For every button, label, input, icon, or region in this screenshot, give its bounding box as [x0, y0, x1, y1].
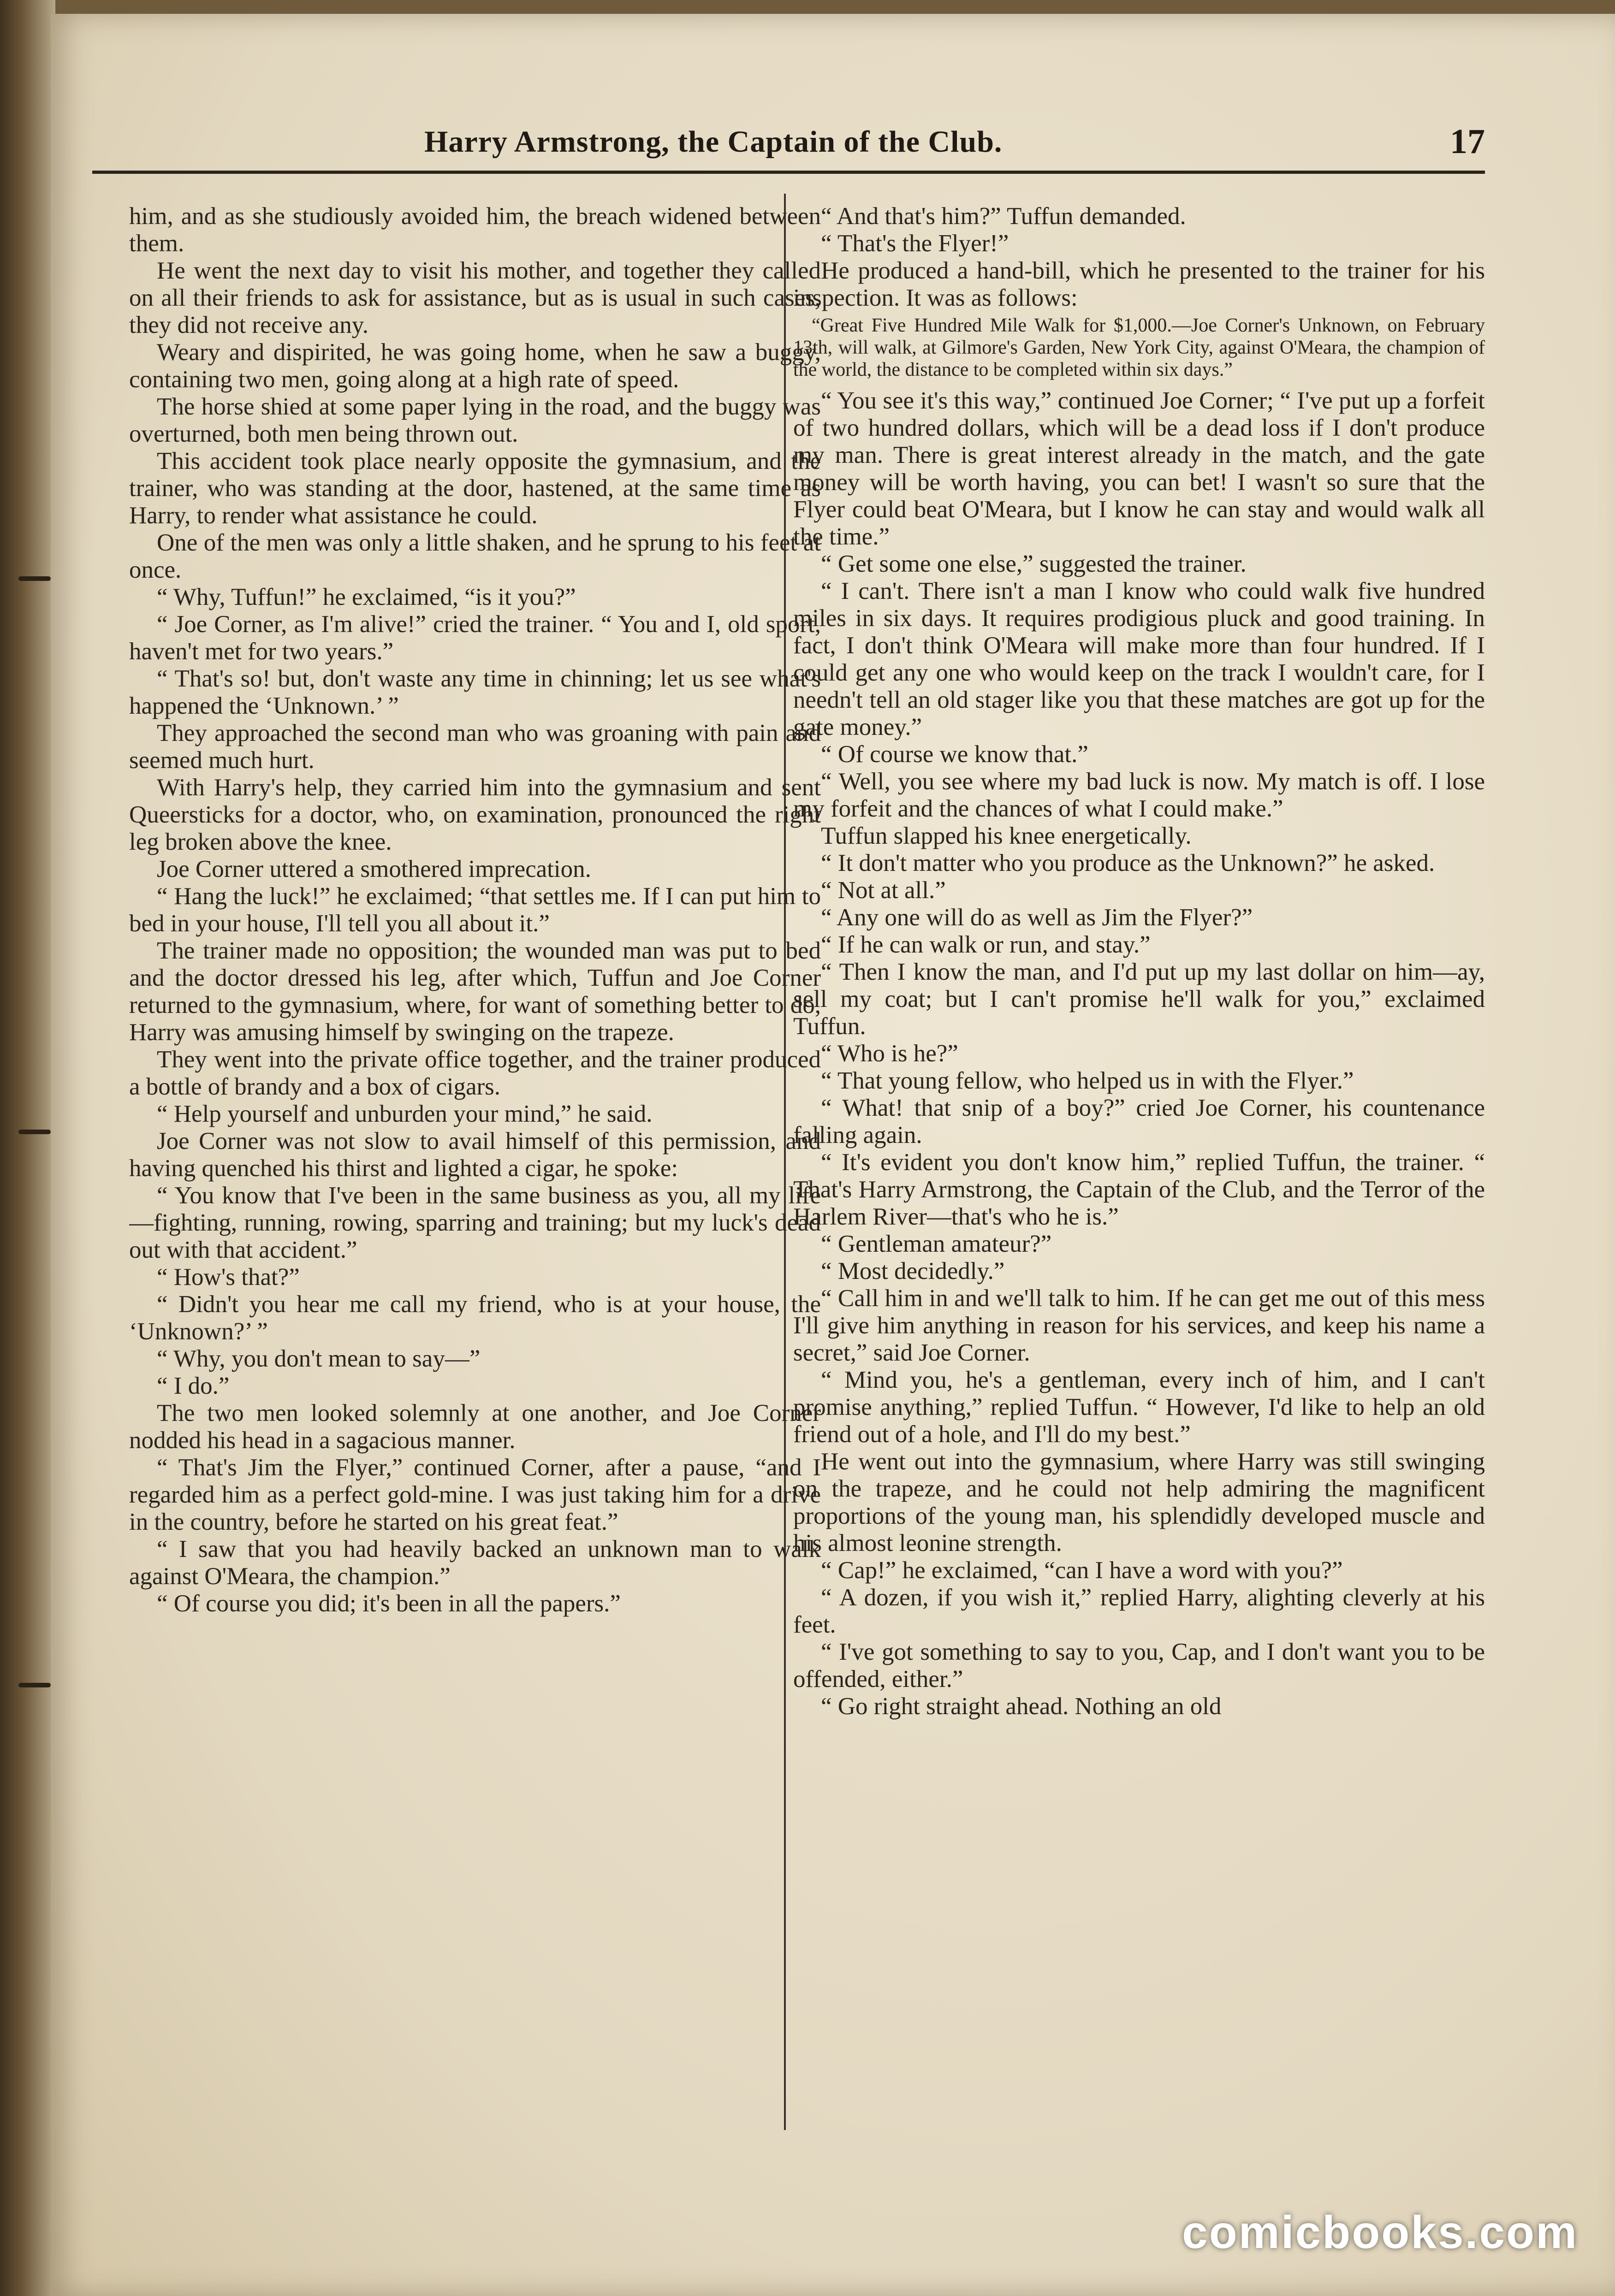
paragraph: “ Didn't you hear me call my friend, who is at your house, the ‘Unknown?’ ” [129, 1291, 821, 1345]
right-column [793, 203, 1485, 2130]
paragraph: “ That young fellow, who helped us in with the Flyer.” [821, 1067, 1354, 1094]
paragraph: “ Go right straight ahead. Nothing an old [821, 1693, 1222, 1720]
paragraph: “ I do.” [157, 1373, 230, 1399]
paragraph: “ That's so! but, don't waste any time in chinning; let us see what's happened the ‘Unknown.’ ” [129, 665, 821, 719]
paragraph: “ How's that?” [157, 1264, 300, 1290]
paragraph: “ Mind you, he's a gentleman, every inch of him, and I can't promise anything,” replied Tuffun. “ However, I'd like to help an old friend out of a hole, and I'll do my best.” [793, 1367, 1485, 1448]
paragraph: “ I've got something to say to you, Cap, and I don't want you to be offended, either.” [793, 1639, 1485, 1692]
paragraph: “ Call him in and we'll talk to him. If he can get me out of this mess I'll give him anything in reason for his services, and keep his name a secret,” said Joe Corner. [793, 1285, 1485, 1366]
paragraph: “ What! that snip of a boy?” cried Joe Corner, his countenance falling again. [793, 1095, 1485, 1148]
paragraph: The two men looked solemnly at one another, and Joe Corner nodded his head in a sagacious manner. [129, 1400, 821, 1454]
paragraph: “ Then I know the man, and I'd put up my last dollar on him—ay, sell my coat; but I can't promise he'll walk for you,” exclaimed Tuffun. [793, 959, 1485, 1040]
paragraph: Joe Corner was not slow to avail himself of this permission, and having quenched his thirst and lighted a cigar, he spoke: [129, 1128, 821, 1182]
paragraph: “ Help yourself and unburden your mind,” he said. [157, 1101, 653, 1127]
paragraph: One of the men was only a little shaken, and he sprung to his feet at once. [129, 529, 821, 583]
binding-stitch [18, 1683, 51, 1687]
paragraph: Tuffun slapped his knee energetically. [821, 823, 1192, 849]
book-spine [0, 0, 55, 2296]
paragraph: “ And that's him?” Tuffun demanded. [821, 203, 1186, 230]
paragraph: “ Most decidedly.” [821, 1258, 1005, 1284]
paragraph: “ Who is he?” [821, 1040, 958, 1067]
paragraph: “ You see it's this way,” continued Joe Corner; “ I've put up a forfeit of two hundred dollars, which will be a dead loss if I don't produce my man. There is great interest already in the match, and the gate money will be worth having, you can bet! I wasn't so sure that the Flyer could beat O'Meara, but I know he can stay and would walk all the time.” [793, 387, 1485, 550]
paragraph: “ Joe Corner, as I'm alive!” cried the trainer. “ You and I, old sport, haven't met for two years.” [129, 611, 821, 665]
paragraph: “ It don't matter who you produce as the Unknown?” he asked. [821, 850, 1435, 876]
handbill-notice: “Great Five Hundred Mile Walk for $1,000.—Joe Corner's Unknown, on February 13th, will walk, at Gilmore's Garden, New York City, against O'Meara, the champion of the world, the distance to be completed within six days.” [793, 315, 1485, 380]
paragraph: “ Well, you see where my bad luck is now. My match is off. I lose my forfeit and the chances of what I could make.” [793, 768, 1485, 822]
paragraph: “ Gentleman amateur?” [821, 1231, 1052, 1257]
paragraph: Joe Corner uttered a smothered imprecation. [157, 856, 591, 882]
paragraph: This accident took place nearly opposite the gymnasium, and the trainer, who was standing at the door, hastened, at the same time as Harry, to render what assistance he could. [129, 448, 821, 529]
paragraph: “ You know that I've been in the same business as you, all my life—fighting, running, rowing, sparring and training; but my luck's dead out with that accident.” [129, 1182, 821, 1263]
paragraph: Weary and dispirited, he was going home, when he saw a buggy, containing two men, going along at a high rate of speed. [129, 339, 821, 393]
paragraph: “ If he can walk or run, and stay.” [821, 931, 1151, 958]
paragraph: “ A dozen, if you wish it,” replied Harry, alighting cleverly at his feet. [793, 1584, 1485, 1638]
paragraph: “ It's evident you don't know him,” replied Tuffun, the trainer. “ That's Harry Armstrong, the Captain of the Club, and the Terror of the Harlem River—that's who he is.” [793, 1149, 1485, 1230]
paragraph: “ Get some one else,” suggested the trainer. [821, 550, 1247, 577]
paragraph: him, and as she studiously avoided him, the breach widened between them. [129, 203, 821, 257]
page-header [92, 111, 1485, 174]
paragraph: “ Not at all.” [821, 877, 946, 904]
paragraph: “ Cap!” he exclaimed, “can I have a word with you?” [821, 1557, 1343, 1584]
page-number: 17 [1450, 122, 1485, 161]
paragraph: “ Of course we know that.” [821, 741, 1088, 768]
paragraph: With Harry's help, they carried him into the gymnasium and sent Queersticks for a doctor, who, on examination, pronounced the right leg broken above the knee. [129, 774, 821, 855]
watermark: comicbooks.com [1182, 2207, 1578, 2258]
paragraph: He went out into the gymnasium, where Harry was still swinging on the trapeze, and he could not help admiring the magnificent proportions of the young man, his splendidly developed muscle and his almost leonine strength. [793, 1448, 1485, 1556]
paragraph: “ That's Jim the Flyer,” continued Corner, after a pause, “and I regarded him as a perfect gold-mine. I was just taking him for a drive in the country, before he started on his great feat.” [129, 1454, 821, 1535]
paragraph: They went into the private office together, and the trainer produced a bottle of brandy and a box of cigars. [129, 1046, 821, 1100]
running-head: Harry Armstrong, the Captain of the Club. [424, 125, 1003, 159]
paragraph: He produced a hand-bill, which he presented to the trainer for his inspection. It was as follows: [793, 257, 1485, 311]
paragraph: The horse shied at some paper lying in the road, and the buggy was overturned, both men being thrown out. [129, 393, 821, 447]
paragraph: “ That's the Flyer!” [821, 230, 1009, 257]
paragraph: “ Hang the luck!” he exclaimed; “that settles me. If I can put him to bed in your house, I'll tell you all about it.” [129, 883, 821, 937]
paragraph: “ I can't. There isn't a man I know who could walk five hundred miles in six days. It requires prodigious pluck and good training. In fact, I don't think O'Meara will make more than four hundred. If I could get any one who would keep on the track I wouldn't care, for I needn't tell an old stager like you that these matches are got up for the gate money.” [793, 578, 1485, 740]
binding-stitch [18, 1130, 51, 1134]
paragraph: “ Why, Tuffun!” he exclaimed, “is it you?” [157, 584, 576, 610]
binding-stitch [18, 576, 51, 581]
paragraph: “ Of course you did; it's been in all the papers.” [157, 1590, 621, 1617]
paragraph: He went the next day to visit his mother, and together they called on all their friends to ask for assistance, but as is usual in such cases, they did not receive any. [129, 257, 821, 338]
left-column [129, 203, 821, 2130]
paragraph: “ Any one will do as well as Jim the Flyer?” [821, 904, 1253, 931]
paragraph: The trainer made no opposition; the wounded man was put to bed and the doctor dressed his leg, after which, Tuffun and Joe Corner returned to the gymnasium, where, for want of something better to do, Harry was amusing himself by swinging on the trapeze. [129, 937, 821, 1046]
paragraph: “ Why, you don't mean to say—” [157, 1345, 481, 1372]
paragraph: “ I saw that you had heavily backed an unknown man to walk against O'Meara, the champion.” [129, 1536, 821, 1590]
paragraph: They approached the second man who was groaning with pain and seemed much hurt. [129, 720, 821, 774]
